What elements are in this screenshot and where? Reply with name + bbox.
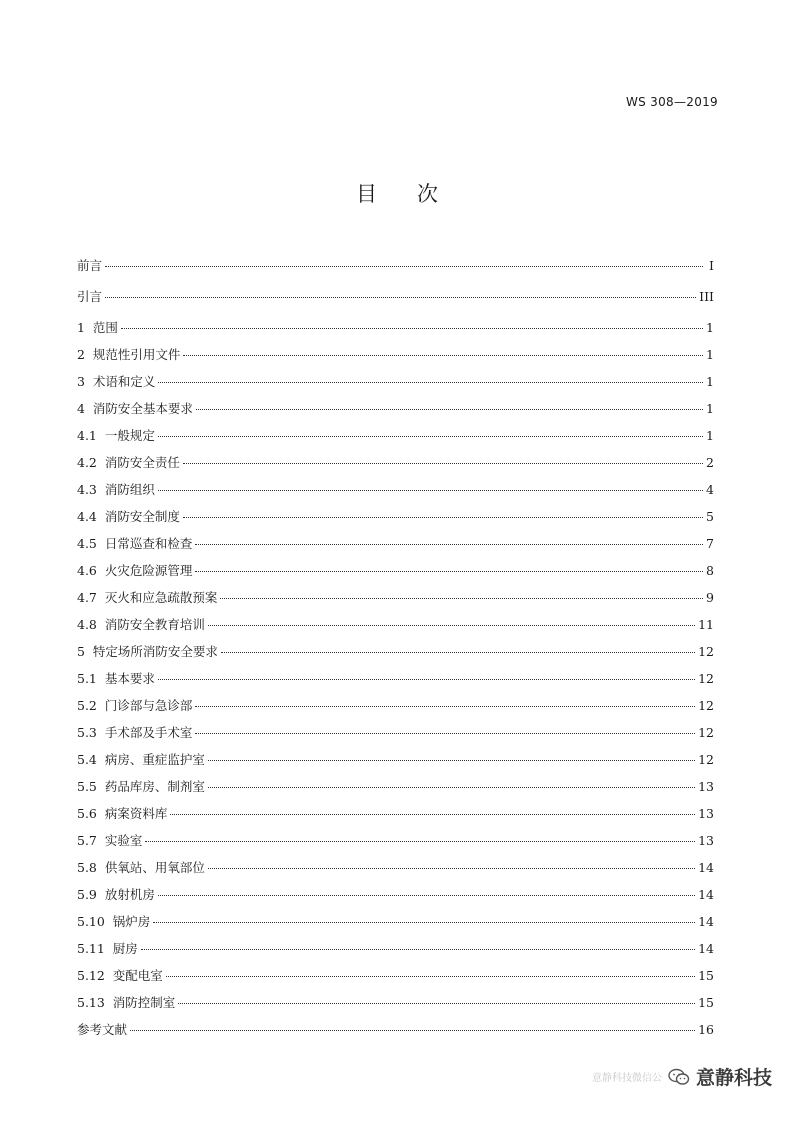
toc-leader-dots bbox=[196, 409, 703, 410]
toc-entry-label: 5.11 厨房 bbox=[77, 941, 138, 956]
toc-entry[interactable] bbox=[77, 287, 714, 318]
watermark-faint-text: 意静科技微信公 bbox=[591, 1073, 662, 1084]
toc-entry-page: 14 bbox=[698, 860, 714, 875]
toc-entry-label: 5.6 病案资料库 bbox=[77, 806, 168, 821]
toc-entry-label: 4.4 消防安全制度 bbox=[77, 509, 180, 524]
toc-entry[interactable] bbox=[77, 696, 714, 723]
toc-leader-dots bbox=[178, 1003, 695, 1004]
toc-leader-dots bbox=[141, 949, 695, 950]
toc-entry-label: 5.8 供氧站、用氧部位 bbox=[77, 860, 205, 875]
toc-entry-page: 14 bbox=[698, 887, 714, 902]
toc-entry-page: III bbox=[699, 289, 714, 304]
toc-entry[interactable] bbox=[77, 642, 714, 669]
toc-leader-dots bbox=[158, 382, 703, 383]
toc-entry[interactable] bbox=[77, 723, 714, 750]
toc-entry[interactable] bbox=[77, 480, 714, 507]
toc-entry-label: 5.1 基本要求 bbox=[77, 671, 155, 686]
toc-leader-dots bbox=[183, 463, 703, 464]
toc-entry-label: 5.7 实验室 bbox=[77, 833, 143, 848]
toc-entry-page: 9 bbox=[706, 590, 714, 605]
toc-entry-label: 4.6 火灾危险源管理 bbox=[77, 563, 193, 578]
toc-leader-dots bbox=[105, 266, 703, 267]
toc-leader-dots bbox=[220, 598, 703, 599]
toc-leader-dots bbox=[208, 868, 695, 869]
toc-leader-dots bbox=[183, 517, 703, 518]
toc-entry-page: 13 bbox=[698, 833, 714, 848]
toc-entry-page: 12 bbox=[698, 698, 714, 713]
toc-entry-page: 16 bbox=[698, 1022, 714, 1037]
toc-entry[interactable] bbox=[77, 885, 714, 912]
toc-entry[interactable] bbox=[77, 831, 714, 858]
toc-entry-label: 5 特定场所消防安全要求 bbox=[77, 644, 218, 659]
toc-leader-dots bbox=[158, 490, 703, 491]
toc-leader-dots bbox=[130, 1030, 695, 1031]
toc-entry-label: 5.3 手术部及手术室 bbox=[77, 725, 193, 740]
toc-entry-label: 4.3 消防组织 bbox=[77, 482, 155, 497]
toc-entry-label: 5.5 药品库房、制剂室 bbox=[77, 779, 205, 794]
toc-entry-label: 5.9 放射机房 bbox=[77, 887, 155, 902]
toc-entry-label: 1 范围 bbox=[77, 320, 118, 335]
toc-entry[interactable] bbox=[77, 507, 714, 534]
toc-entry[interactable] bbox=[77, 804, 714, 831]
table-of-contents bbox=[77, 256, 714, 1047]
toc-entry[interactable] bbox=[77, 345, 714, 372]
toc-leader-dots bbox=[145, 841, 695, 842]
toc-entry-page: 12 bbox=[698, 752, 714, 767]
toc-leader-dots bbox=[153, 922, 695, 923]
toc-entry-label: 5.13 消防控制室 bbox=[77, 995, 176, 1010]
toc-entry-page: 12 bbox=[698, 644, 714, 659]
watermark bbox=[592, 1063, 772, 1090]
toc-leader-dots bbox=[166, 976, 695, 977]
toc-entry[interactable] bbox=[77, 966, 714, 993]
toc-leader-dots bbox=[195, 544, 703, 545]
toc-leader-dots bbox=[195, 733, 695, 734]
toc-entry[interactable] bbox=[77, 1020, 714, 1047]
toc-entry-page: 8 bbox=[706, 563, 714, 578]
toc-entry-page: 1 bbox=[706, 428, 714, 443]
toc-entry-label: 5.12 变配电室 bbox=[77, 968, 163, 983]
toc-entry[interactable] bbox=[77, 318, 714, 345]
toc-leader-dots bbox=[208, 760, 695, 761]
toc-entry-label: 4.7 灭火和应急疏散预案 bbox=[77, 590, 218, 605]
toc-entry-label: 5.4 病房、重症监护室 bbox=[77, 752, 205, 767]
toc-leader-dots bbox=[208, 787, 695, 788]
toc-leader-dots bbox=[158, 436, 703, 437]
toc-entry[interactable] bbox=[77, 912, 714, 939]
wechat-icon bbox=[668, 1068, 690, 1086]
toc-entry-label: 前言 bbox=[77, 258, 103, 273]
toc-entry-label: 4.8 消防安全教育培训 bbox=[77, 617, 205, 632]
toc-entry-page: 1 bbox=[706, 320, 714, 335]
toc-entry-label: 参考文献 bbox=[77, 1022, 128, 1037]
toc-entry[interactable] bbox=[77, 669, 714, 696]
toc-entry[interactable] bbox=[77, 561, 714, 588]
toc-entry[interactable] bbox=[77, 372, 714, 399]
toc-entry[interactable] bbox=[77, 453, 714, 480]
toc-leader-dots bbox=[170, 814, 695, 815]
toc-entry-page: 15 bbox=[698, 995, 714, 1010]
toc-entry[interactable] bbox=[77, 399, 714, 426]
toc-entry-page: 4 bbox=[706, 482, 714, 497]
toc-leader-dots bbox=[158, 895, 695, 896]
toc-entry-page: 1 bbox=[706, 374, 714, 389]
toc-entry[interactable] bbox=[77, 426, 714, 453]
toc-entry-page: I bbox=[709, 258, 714, 273]
toc-entry-page: 1 bbox=[706, 347, 714, 362]
document-code: WS 308—2019 bbox=[625, 95, 718, 109]
toc-entry[interactable] bbox=[77, 615, 714, 642]
toc-entry-page: 5 bbox=[706, 509, 714, 524]
toc-entry-label: 4.2 消防安全责任 bbox=[77, 455, 180, 470]
toc-leader-dots bbox=[221, 652, 695, 653]
toc-entry-page: 13 bbox=[698, 779, 714, 794]
toc-entry[interactable] bbox=[77, 256, 714, 287]
toc-entry[interactable] bbox=[77, 534, 714, 561]
toc-leader-dots bbox=[195, 571, 703, 572]
toc-entry[interactable] bbox=[77, 777, 714, 804]
page-title: 目次 bbox=[356, 182, 478, 206]
toc-entry-label: 引言 bbox=[77, 289, 103, 304]
toc-entry-page: 7 bbox=[706, 536, 714, 551]
toc-entry-label: 5.10 锅炉房 bbox=[77, 914, 151, 929]
toc-leader-dots bbox=[208, 625, 695, 626]
toc-leader-dots bbox=[105, 297, 696, 298]
toc-entry-page: 12 bbox=[698, 725, 714, 740]
toc-entry-label: 4.5 日常巡查和检查 bbox=[77, 536, 193, 551]
toc-entry-page: 2 bbox=[706, 455, 714, 470]
toc-entry-page: 11 bbox=[698, 617, 714, 632]
toc-entry-page: 13 bbox=[698, 806, 714, 821]
toc-entry-label: 5.2 门诊部与急诊部 bbox=[77, 698, 193, 713]
toc-entry[interactable] bbox=[77, 588, 714, 615]
toc-entry-page: 14 bbox=[698, 941, 714, 956]
watermark-brand: 意静科技 bbox=[695, 1067, 772, 1089]
toc-entry-page: 15 bbox=[698, 968, 714, 983]
toc-leader-dots bbox=[183, 355, 703, 356]
toc-entry[interactable] bbox=[77, 858, 714, 885]
toc-entry-page: 12 bbox=[698, 671, 714, 686]
toc-leader-dots bbox=[121, 328, 703, 329]
toc-entry-label: 2 规范性引用文件 bbox=[77, 347, 181, 362]
toc-leader-dots bbox=[158, 679, 695, 680]
toc-entry-page: 1 bbox=[706, 401, 714, 416]
toc-entry-label: 4.1 一般规定 bbox=[77, 428, 155, 443]
toc-entry-label: 4 消防安全基本要求 bbox=[77, 401, 193, 416]
toc-entry[interactable] bbox=[77, 993, 714, 1020]
toc-leader-dots bbox=[195, 706, 695, 707]
toc-entry-page: 14 bbox=[698, 914, 714, 929]
toc-entry-label: 3 术语和定义 bbox=[77, 374, 156, 389]
toc-entry[interactable] bbox=[77, 750, 714, 777]
toc-entry[interactable] bbox=[77, 939, 714, 966]
